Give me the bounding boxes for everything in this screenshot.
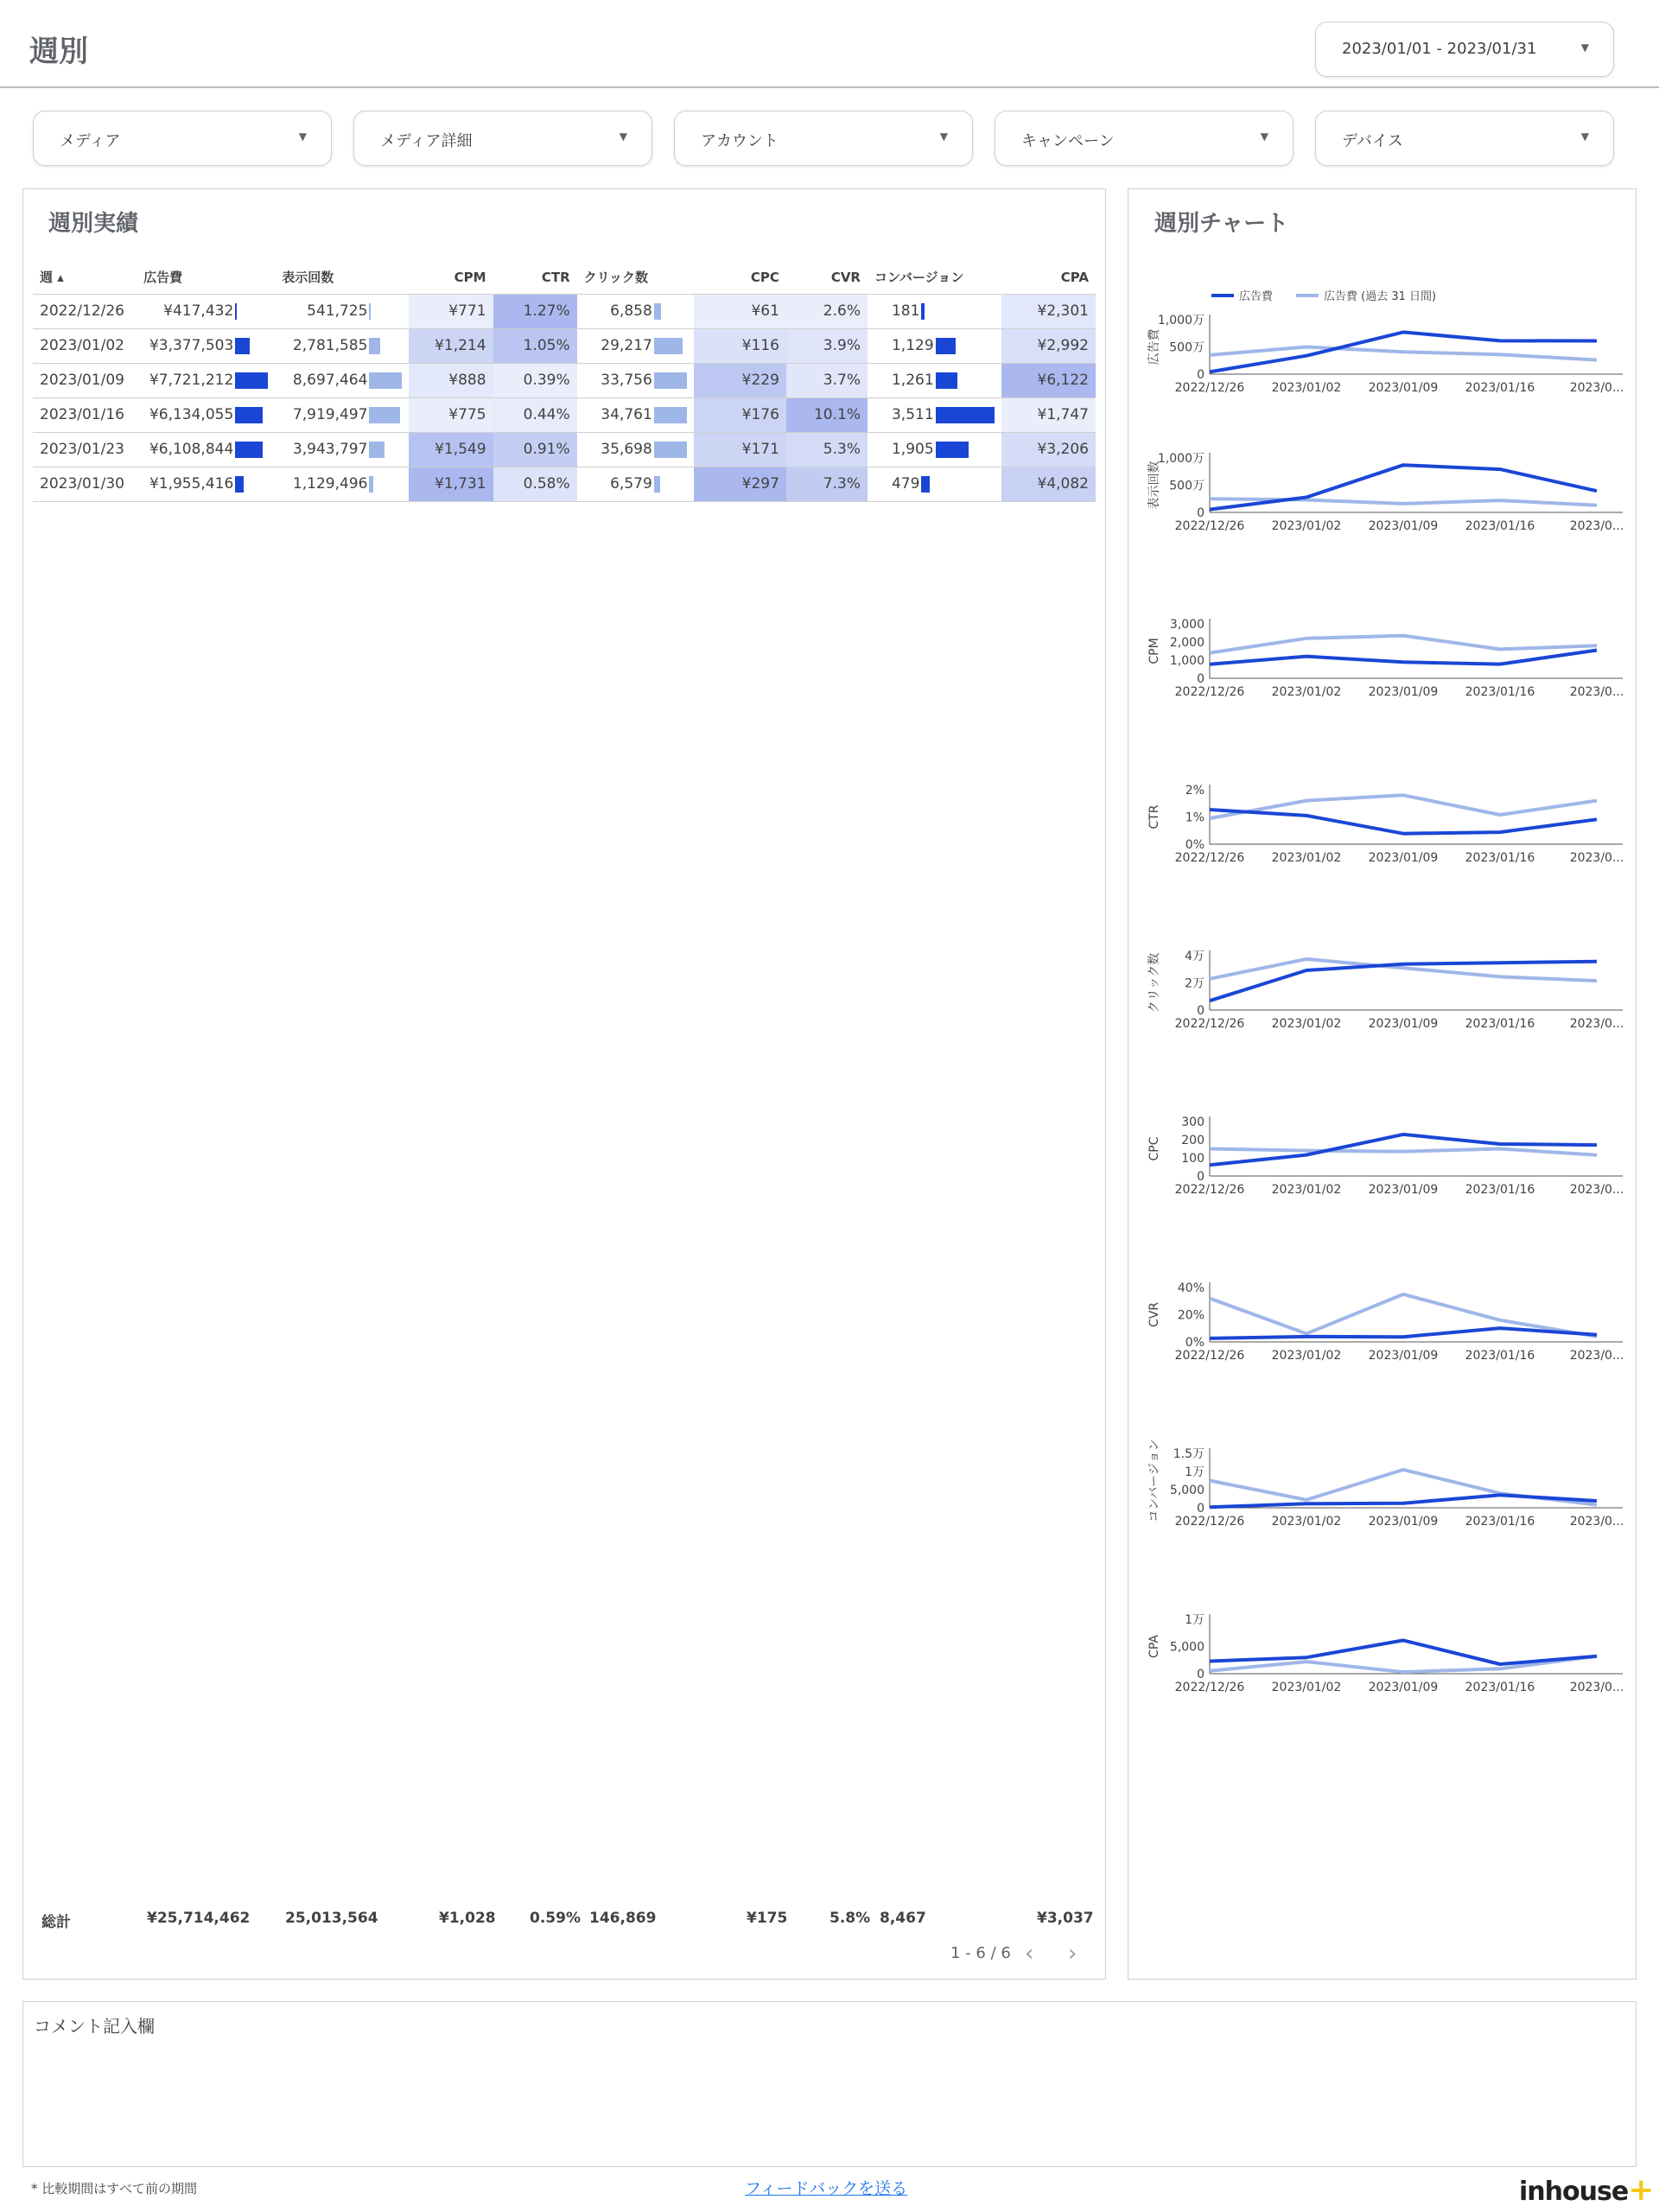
cell-ctr: 1.05% (493, 328, 577, 363)
filter-campaign-label: キャンペーン (1021, 132, 1115, 150)
table-row (33, 432, 1096, 467)
x-tick-label: 2023/01/09 (1368, 1681, 1439, 1694)
cell-conv: 1,905 (868, 432, 1001, 467)
data-bar (369, 303, 371, 320)
x-tick-label: 2023/01/02 (1271, 851, 1342, 865)
date-range-picker[interactable] (1315, 22, 1614, 77)
cell-spend: ¥417,432 (137, 294, 275, 328)
y-axis-label: クリック数 (1147, 952, 1161, 1014)
cell-clicks: 29,217 (577, 328, 694, 363)
data-bar (936, 338, 956, 354)
caret-down-icon: ▼ (1580, 41, 1589, 54)
x-tick-label: 2023/0... (1569, 1017, 1624, 1031)
data-bar (369, 407, 400, 423)
cell-ctr: 0.39% (493, 363, 577, 397)
filter-media-detail-label: メディア詳細 (380, 132, 473, 150)
y-tick-label: 2万 (1185, 976, 1205, 991)
x-tick-label: 2023/01/09 (1368, 1017, 1439, 1031)
cell-cvr: 3.9% (786, 328, 868, 363)
data-bar (654, 338, 683, 354)
cell-ctr: 0.44% (493, 397, 577, 432)
data-bar (369, 338, 380, 354)
x-tick-label: 2023/01/16 (1465, 851, 1535, 865)
col-cpa[interactable]: CPA (1060, 269, 1089, 285)
y-tick-label: 1,000万 (1157, 452, 1205, 466)
data-bar (235, 303, 237, 320)
data-bar (936, 372, 957, 389)
x-tick-label: 2023/0... (1569, 1681, 1624, 1694)
feedback-link[interactable]: フィードバックを送る (745, 2179, 908, 2198)
col-cpc[interactable]: CPC (750, 269, 779, 285)
x-tick-label: 2023/0... (1569, 519, 1624, 533)
x-tick-label: 2023/01/02 (1271, 1017, 1342, 1031)
x-tick-label: 2022/12/26 (1174, 1183, 1245, 1197)
x-tick-label: 2022/12/26 (1174, 851, 1245, 865)
cell-clicks: 35,698 (577, 432, 694, 467)
x-tick-label: 2023/01/09 (1368, 685, 1439, 699)
weekly-charts-panel (1128, 188, 1637, 1980)
y-tick-label: 0% (1185, 838, 1205, 852)
page-header (0, 0, 1659, 88)
y-tick-label: 200 (1181, 1134, 1205, 1147)
x-tick-label: 2023/01/09 (1368, 1183, 1439, 1197)
comment-box[interactable] (22, 2001, 1637, 2167)
x-tick-label: 2023/01/02 (1271, 1515, 1342, 1529)
data-bar (369, 476, 373, 493)
totals-clicks: 146,869 (589, 1910, 657, 1927)
cell-cpm: ¥1,731 (409, 467, 493, 501)
cell-cpc: ¥61 (694, 294, 786, 328)
cell-imp: 8,697,464 (275, 363, 409, 397)
cell-clicks: 33,756 (577, 363, 694, 397)
col-cvr[interactable]: CVR (830, 269, 861, 285)
cell-spend: ¥1,955,416 (137, 467, 275, 501)
filter-account-label: アカウント (701, 132, 779, 150)
table-row (33, 294, 1096, 328)
filter-media-detail[interactable] (353, 111, 652, 166)
x-tick-label: 2023/01/09 (1368, 1515, 1439, 1529)
x-tick-label: 2022/12/26 (1174, 685, 1245, 699)
x-tick-label: 2023/01/16 (1465, 1515, 1535, 1529)
weekly-table (33, 261, 1096, 502)
prev-page-icon[interactable]: ‹ (1025, 1941, 1034, 1967)
y-tick-label: 3,000 (1169, 618, 1205, 632)
inhouse-logo (1519, 2172, 1653, 2208)
cell-cpa: ¥3,206 (1001, 432, 1096, 467)
y-axis-label: CPC (1147, 1136, 1161, 1161)
x-tick-label: 2023/01/16 (1465, 1349, 1535, 1363)
x-tick-label: 2022/12/26 (1174, 1515, 1245, 1529)
totals-cpc: ¥175 (747, 1910, 788, 1927)
data-bar (654, 442, 687, 458)
cell-cpc: ¥297 (694, 467, 786, 501)
cell-ctr: 0.58% (493, 467, 577, 501)
data-bar (936, 442, 969, 458)
cell-spend: ¥7,721,212 (137, 363, 275, 397)
caret-down-icon: ▼ (298, 130, 307, 143)
cell-cvr: 5.3% (786, 432, 868, 467)
cell-spend: ¥6,134,055 (137, 397, 275, 432)
weekly-table-title: 週別実績 (48, 211, 139, 237)
data-bar (936, 407, 995, 423)
y-tick-label: 1,000万 (1157, 314, 1205, 327)
cell-ctr: 1.27% (493, 294, 577, 328)
cell-week: 2023/01/02 (33, 328, 137, 363)
y-tick-label: 100 (1181, 1152, 1205, 1166)
table-row (33, 397, 1096, 432)
x-tick-label: 2023/01/02 (1271, 381, 1342, 395)
cell-cpc: ¥176 (694, 397, 786, 432)
x-tick-label: 2023/01/16 (1465, 1017, 1535, 1031)
y-axis-label: CPM (1147, 638, 1161, 664)
filter-device-label: デバイス (1342, 132, 1403, 150)
x-tick-label: 2022/12/26 (1174, 1017, 1245, 1031)
x-tick-label: 2022/12/26 (1174, 1349, 1245, 1363)
totals-cpa: ¥3,037 (1037, 1910, 1094, 1927)
x-tick-label: 2023/0... (1569, 381, 1624, 395)
totals-conv: 8,467 (880, 1910, 926, 1927)
cell-cvr: 3.7% (786, 363, 868, 397)
cell-conv: 181 (868, 294, 1001, 328)
cell-cpa: ¥1,747 (1001, 397, 1096, 432)
cell-cpm: ¥1,549 (409, 432, 493, 467)
weekly-charts-title: 週別チャート (1154, 211, 1289, 237)
col-clicks[interactable]: クリック数 (583, 270, 649, 286)
footer-note: * 比較期間はすべて前の期間 (31, 2181, 197, 2196)
col-cpm[interactable]: CPM (454, 269, 486, 285)
y-tick-label: 500万 (1169, 479, 1205, 493)
data-bar (369, 372, 402, 389)
y-tick-label: 1% (1185, 810, 1205, 825)
cell-clicks: 6,858 (577, 294, 694, 328)
x-tick-label: 2023/01/16 (1465, 519, 1535, 533)
x-tick-label: 2023/0... (1569, 1515, 1624, 1529)
cell-week: 2023/01/09 (33, 363, 137, 397)
data-bar (921, 476, 930, 493)
y-tick-label: 2% (1185, 784, 1205, 798)
data-bar (369, 442, 385, 458)
y-axis-label: CPA (1147, 1635, 1161, 1658)
cell-cvr: 10.1% (786, 397, 868, 432)
y-axis-label: コンバージョン (1147, 1439, 1161, 1522)
col-spend[interactable]: 広告費 (143, 270, 183, 286)
cell-cpm: ¥775 (409, 397, 493, 432)
cell-imp: 2,781,585 (275, 328, 409, 363)
y-tick-label: 20% (1177, 1308, 1205, 1323)
y-tick-label: 0 (1197, 1668, 1205, 1681)
filter-campaign[interactable] (995, 111, 1294, 166)
table-header-row (33, 261, 1096, 294)
totals-label: 総計 (41, 1914, 71, 1931)
legend-label-secondary: 広告費 (過去 31 日間) (1324, 290, 1437, 303)
data-bar (235, 442, 263, 458)
y-axis-label: 表示回数 (1147, 461, 1161, 510)
x-tick-label: 2023/01/16 (1465, 1183, 1535, 1197)
x-tick-label: 2023/01/09 (1368, 519, 1439, 533)
y-tick-label: 1万 (1185, 1465, 1205, 1479)
data-bar (235, 407, 263, 423)
col-week[interactable]: 週 ▴ (40, 270, 64, 286)
caret-down-icon: ▼ (1260, 130, 1268, 143)
cell-conv: 1,261 (868, 363, 1001, 397)
caret-down-icon: ▼ (619, 130, 627, 143)
totals-spend: ¥25,714,462 (147, 1910, 251, 1927)
cell-cpa: ¥2,301 (1001, 294, 1096, 328)
filter-account[interactable] (674, 111, 973, 166)
cell-cpm: ¥888 (409, 363, 493, 397)
cell-cpc: ¥116 (694, 328, 786, 363)
x-tick-label: 2023/01/02 (1271, 1183, 1342, 1197)
cell-cpa: ¥2,992 (1001, 328, 1096, 363)
cell-cpc: ¥229 (694, 363, 786, 397)
y-tick-label: 0 (1197, 672, 1205, 686)
y-tick-label: 0 (1197, 368, 1205, 382)
legend-label-primary: 広告費 (1239, 290, 1274, 303)
y-tick-label: 5,000 (1169, 1484, 1205, 1497)
cell-cpm: ¥1,214 (409, 328, 493, 363)
y-tick-label: 0 (1197, 1170, 1205, 1184)
cell-spend: ¥3,377,503 (137, 328, 275, 363)
page-title: 週別 (29, 35, 88, 69)
col-imp[interactable]: 表示回数 (282, 270, 334, 286)
cell-cvr: 2.6% (786, 294, 868, 328)
cell-imp: 541,725 (275, 294, 409, 328)
x-tick-label: 2023/01/16 (1465, 1681, 1535, 1694)
logo-plus-mark: + (1628, 2172, 1654, 2208)
data-bar (654, 303, 661, 320)
cell-conv: 479 (868, 467, 1001, 501)
logo-text: inhouse (1519, 2177, 1629, 2207)
x-tick-label: 2023/01/09 (1368, 381, 1439, 395)
x-tick-label: 2022/12/26 (1174, 1681, 1245, 1694)
cell-cpm: ¥771 (409, 294, 493, 328)
table-row (33, 467, 1096, 501)
caret-down-icon: ▼ (1580, 130, 1589, 143)
cell-imp: 1,129,496 (275, 467, 409, 501)
totals-ctr: 0.59% (530, 1910, 581, 1927)
data-bar (654, 372, 687, 389)
cell-week: 2023/01/30 (33, 467, 137, 501)
filter-media[interactable] (33, 111, 332, 166)
filter-media-label: メディア (60, 132, 121, 150)
x-tick-label: 2022/12/26 (1174, 381, 1245, 395)
next-page-icon[interactable]: › (1068, 1941, 1077, 1967)
date-range-label: 2023/01/01 - 2023/01/31 (1342, 40, 1537, 58)
x-tick-label: 2023/0... (1569, 851, 1624, 865)
y-tick-label: 500万 (1169, 340, 1205, 355)
cell-week: 2023/01/23 (33, 432, 137, 467)
y-tick-label: 4万 (1185, 950, 1205, 963)
cell-conv: 1,129 (868, 328, 1001, 363)
cell-clicks: 34,761 (577, 397, 694, 432)
cell-cpc: ¥171 (694, 432, 786, 467)
x-tick-label: 2022/12/26 (1174, 519, 1245, 533)
cell-week: 2023/01/16 (33, 397, 137, 432)
y-axis-label: CTR (1147, 804, 1161, 830)
x-tick-label: 2023/01/16 (1465, 685, 1535, 699)
table-row (33, 363, 1096, 397)
y-tick-label: 1万 (1185, 1613, 1205, 1627)
cell-cvr: 7.3% (786, 467, 868, 501)
cell-imp: 7,919,497 (275, 397, 409, 432)
cell-imp: 3,943,797 (275, 432, 409, 467)
cell-week: 2022/12/26 (33, 294, 137, 328)
x-tick-label: 2023/01/02 (1271, 1681, 1342, 1694)
comment-label: コメント記入欄 (34, 2016, 155, 2037)
y-axis-label: 広告費 (1147, 328, 1161, 365)
caret-down-icon: ▼ (939, 130, 948, 143)
data-bar (654, 476, 660, 493)
cell-ctr: 0.91% (493, 432, 577, 467)
cell-spend: ¥6,108,844 (137, 432, 275, 467)
data-bar (654, 407, 687, 423)
y-tick-label: 0% (1185, 1336, 1205, 1350)
x-tick-label: 2023/0... (1569, 1349, 1624, 1363)
cell-conv: 3,511 (868, 397, 1001, 432)
x-tick-label: 2023/01/16 (1465, 381, 1535, 395)
data-bar (921, 303, 925, 320)
table-row (33, 328, 1096, 363)
y-tick-label: 0 (1197, 1502, 1205, 1516)
x-tick-label: 2023/01/02 (1271, 685, 1342, 699)
data-bar (235, 338, 250, 354)
y-tick-label: 40% (1177, 1281, 1205, 1295)
x-tick-label: 2023/01/09 (1368, 851, 1439, 865)
y-tick-label: 1.5万 (1173, 1447, 1205, 1461)
cell-clicks: 6,579 (577, 467, 694, 501)
totals-cpm: ¥1,028 (439, 1910, 496, 1927)
y-axis-label: CVR (1147, 1301, 1161, 1328)
data-bar (235, 476, 244, 493)
col-ctr[interactable]: CTR (541, 269, 570, 285)
totals-cvr: 5.8% (830, 1910, 871, 1927)
y-tick-label: 300 (1181, 1116, 1205, 1129)
y-tick-label: 1,000 (1169, 654, 1205, 668)
filter-device[interactable] (1315, 111, 1614, 166)
x-tick-label: 2023/0... (1569, 1183, 1624, 1197)
data-bar (235, 372, 268, 389)
y-tick-label: 2,000 (1169, 636, 1205, 650)
y-tick-label: 5,000 (1169, 1640, 1205, 1655)
x-tick-label: 2023/01/02 (1271, 519, 1342, 533)
x-tick-label: 2023/01/02 (1271, 1349, 1342, 1363)
cell-cpa: ¥4,082 (1001, 467, 1096, 501)
col-conv[interactable]: コンバージョン (874, 270, 964, 286)
x-tick-label: 2023/0... (1569, 685, 1624, 699)
totals-imp: 25,013,564 (285, 1910, 378, 1927)
pagination-label: 1 - 6 / 6 (950, 1944, 1011, 1962)
y-tick-label: 0 (1197, 1004, 1205, 1018)
cell-cpa: ¥6,122 (1001, 363, 1096, 397)
y-tick-label: 0 (1197, 506, 1205, 520)
x-tick-label: 2023/01/09 (1368, 1349, 1439, 1363)
